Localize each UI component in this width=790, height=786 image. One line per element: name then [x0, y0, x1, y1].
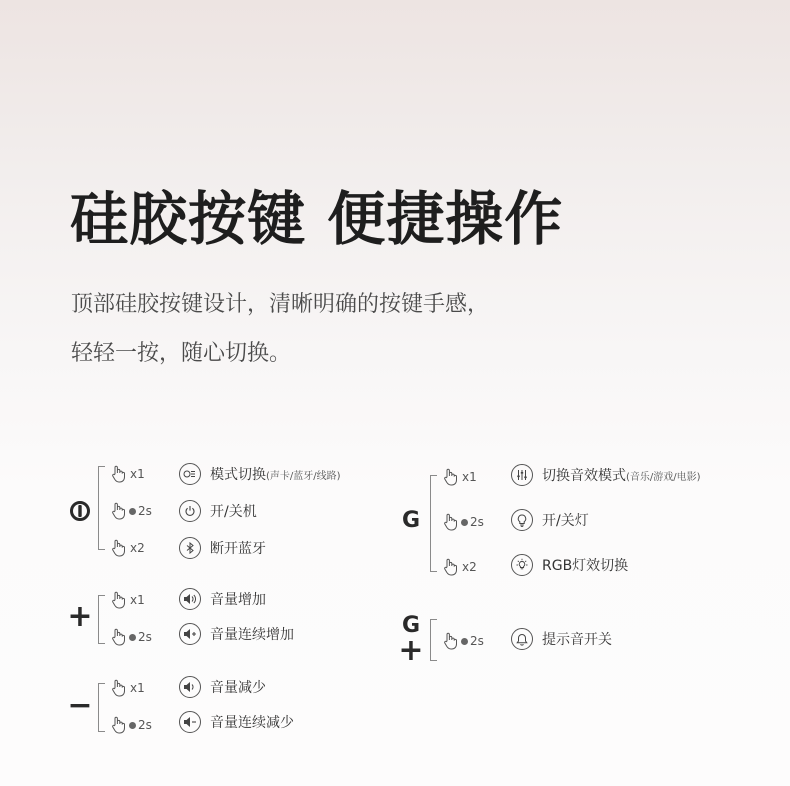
gesture-tap-twice: x2 — [111, 536, 171, 560]
bell-icon — [511, 628, 533, 650]
action-volume-down: 音量减少 — [179, 675, 266, 699]
description-line-1: 顶部硅胶按键设计，清晰明确的按键手感， — [71, 292, 490, 317]
plus-key-combo: + — [398, 633, 424, 668]
gesture-hold-2s: 2s — [443, 510, 503, 534]
description-line-2: 轻轻一按，随心切换。 — [71, 341, 292, 366]
action-bluetooth: 断开蓝牙 — [179, 536, 266, 560]
gesture-hold-2s: 2s — [111, 499, 171, 523]
gesture-tap-twice: x2 — [443, 555, 503, 579]
bluetooth-icon — [179, 537, 201, 559]
g-key-combo: G — [401, 613, 421, 638]
hold-dot-icon — [129, 722, 136, 729]
tap-hand-icon — [443, 468, 459, 486]
tap-hand-icon — [111, 628, 127, 646]
hold-dot-icon — [461, 638, 468, 645]
plus-key: + — [67, 599, 93, 634]
tap-hand-icon — [111, 679, 127, 697]
mode-switch-icon — [179, 463, 201, 485]
power-icon — [179, 500, 201, 522]
minus-bracket — [98, 683, 105, 732]
tap-hand-icon — [111, 502, 127, 520]
power-key-icon — [69, 500, 91, 522]
tap-hand-icon — [443, 513, 459, 531]
gesture-tap-once: x1 — [111, 588, 171, 612]
gesture-hold-2s: 2s — [443, 629, 503, 653]
rgb-light-icon — [511, 554, 533, 576]
gesture-tap-once: x1 — [443, 465, 503, 489]
plus-bracket — [98, 595, 105, 644]
volume-down-continuous-icon — [179, 711, 201, 733]
action-volume-down-continuous: 音量连续减少 — [179, 710, 294, 734]
action-mode-switch: 模式切换 (声卡/蓝牙/线路) — [179, 462, 341, 486]
g-bracket — [430, 475, 437, 572]
gesture-hold-2s: 2s — [111, 713, 171, 737]
volume-up-continuous-icon — [179, 623, 201, 645]
tap-hand-icon — [443, 558, 459, 576]
minus-key: − — [67, 688, 93, 723]
page-title: 硅胶按键 便捷操作 — [70, 185, 564, 253]
tap-hand-icon — [111, 716, 127, 734]
gesture-hold-2s: 2s — [111, 625, 171, 649]
gesture-tap-once: x1 — [111, 676, 171, 700]
gesture-tap-once: x1 — [111, 462, 171, 486]
action-volume-up: 音量增加 — [179, 587, 266, 611]
action-sound-mode: 切换音效模式 (音乐/游戏/电影) — [511, 463, 701, 487]
hold-dot-icon — [129, 508, 136, 515]
light-bulb-icon — [511, 509, 533, 531]
action-rgb-effect: RGB灯效切换 — [511, 553, 628, 577]
action-prompt-sound-toggle: 提示音开关 — [511, 627, 612, 651]
action-light-toggle: 开/关灯 — [511, 508, 589, 532]
volume-down-icon — [179, 676, 201, 698]
tap-hand-icon — [111, 465, 127, 483]
tap-hand-icon — [443, 632, 459, 650]
action-power: 开/关机 — [179, 499, 257, 523]
action-volume-up-continuous: 音量连续增加 — [179, 622, 294, 646]
g-plus-bracket — [430, 619, 437, 661]
equalizer-icon — [511, 464, 533, 486]
tap-hand-icon — [111, 591, 127, 609]
tap-hand-icon — [111, 539, 127, 557]
hold-dot-icon — [461, 519, 468, 526]
hold-dot-icon — [129, 634, 136, 641]
volume-up-icon — [179, 588, 201, 610]
g-key: G — [401, 508, 421, 533]
power-bracket — [98, 466, 105, 550]
